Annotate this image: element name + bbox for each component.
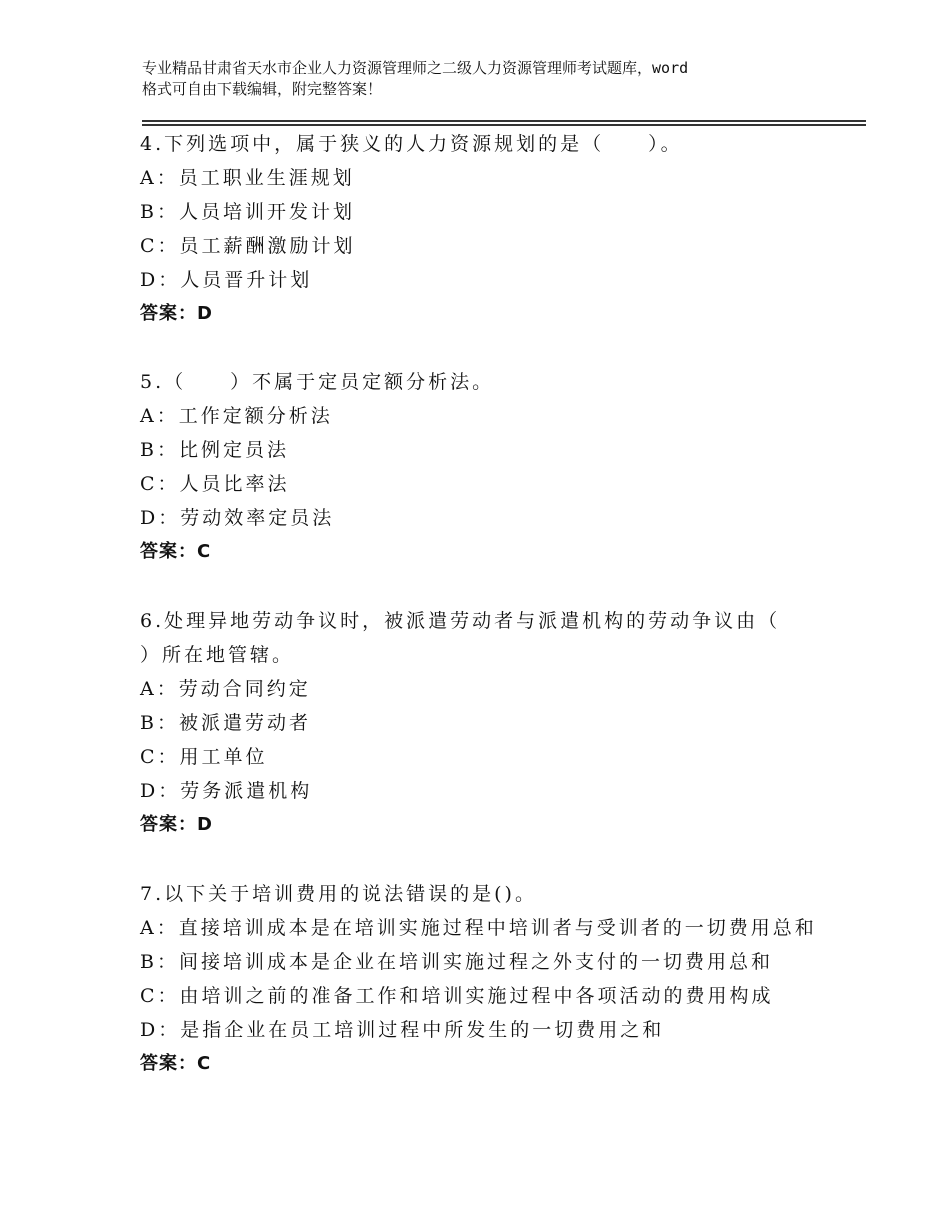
option-a: A：劳动合同约定 <box>140 678 311 700</box>
option-b: B：被派遣劳动者 <box>140 712 311 734</box>
question-stem: 4.下列选项中，属于狭义的人力资源规划的是（ ）。 <box>140 133 683 155</box>
option-d: D：劳动效率定员法 <box>140 507 335 529</box>
option-b: B：间接培训成本是企业在培训实施过程之外支付的一切费用总和 <box>140 951 773 973</box>
option-d: D：劳务派遣机构 <box>140 780 313 802</box>
question-7 <box>140 877 840 1081</box>
document-header <box>142 58 842 100</box>
option-a: A：直接培训成本是在培训实施过程中培训者与受训者的一切费用总和 <box>140 917 817 939</box>
header-line-1: 专业精品甘肃省天水市企业人力资源管理师之二级人力资源管理师考试题库，word <box>142 59 689 77</box>
question-stem: 6.处理异地劳动争议时，被派遣劳动者与派遣机构的劳动争议由（ <box>140 610 781 632</box>
option-c: C：员工薪酬激励计划 <box>140 235 356 257</box>
question-stem-continued: ）所在地管辖。 <box>140 644 295 666</box>
answer: 答案：D <box>140 814 213 835</box>
option-b: B：人员培训开发计划 <box>140 201 355 223</box>
option-c: C：人员比率法 <box>140 473 290 495</box>
option-c: C：用工单位 <box>140 746 268 768</box>
option-b: B：比例定员法 <box>140 439 289 461</box>
answer: 答案：C <box>140 541 212 562</box>
answer: 答案：C <box>140 1053 212 1074</box>
header-divider-bottom <box>142 124 866 126</box>
header-divider-top <box>142 120 866 122</box>
question-5 <box>140 365 840 569</box>
question-stem: 7.以下关于培训费用的说法错误的是()。 <box>140 883 537 905</box>
option-d: D：人员晋升计划 <box>140 269 313 291</box>
option-a: A：员工职业生涯规划 <box>140 167 355 189</box>
option-a: A：工作定额分析法 <box>140 405 333 427</box>
question-6 <box>140 604 840 842</box>
question-4 <box>140 127 840 331</box>
option-c: C：由培训之前的准备工作和培训实施过程中各项活动的费用构成 <box>140 985 774 1007</box>
header-line-2: 格式可自由下载编辑，附完整答案！ <box>142 80 383 98</box>
option-d: D：是指企业在员工培训过程中所发生的一切费用之和 <box>140 1019 665 1041</box>
answer: 答案：D <box>140 303 213 324</box>
question-stem: 5.（ ）不属于定员定额分析法。 <box>140 371 495 393</box>
